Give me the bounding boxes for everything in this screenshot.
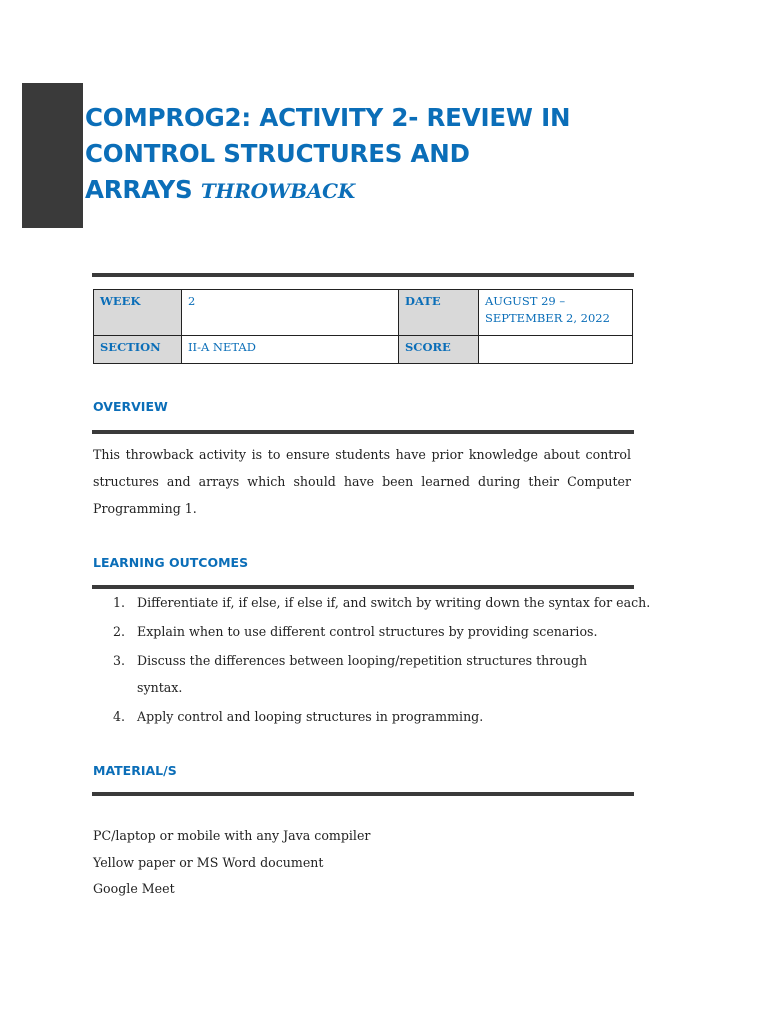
learning-outcomes-list bbox=[93, 589, 653, 732]
overview-heading: OVERVIEW bbox=[93, 399, 168, 414]
title-divider bbox=[92, 273, 634, 277]
list-item-number: 2. bbox=[113, 624, 126, 639]
week-value: 2 bbox=[182, 290, 399, 336]
materials-divider bbox=[92, 792, 634, 796]
title-line-3: ARRAYS bbox=[85, 175, 193, 204]
document-title bbox=[85, 100, 645, 209]
section-value: II-A NETAD bbox=[182, 336, 399, 364]
week-label: WEEK bbox=[94, 290, 182, 336]
list-item-text: Discuss the differences between looping/repetition structures through syntax. bbox=[137, 653, 588, 695]
list-item-number: 4. bbox=[113, 709, 126, 724]
date-value-line-1: AUGUST 29 – bbox=[485, 294, 566, 308]
list-item bbox=[93, 647, 653, 701]
title-emphasis: THROWBACK bbox=[200, 179, 356, 203]
list-item bbox=[93, 703, 653, 730]
score-label: SCORE bbox=[399, 336, 479, 364]
materials-heading: MATERIAL/S bbox=[93, 763, 177, 778]
date-value-line-2: SEPTEMBER 2, 2022 bbox=[485, 311, 610, 325]
date-label: DATE bbox=[399, 290, 479, 336]
date-value bbox=[479, 290, 633, 336]
info-row-section bbox=[94, 336, 633, 364]
title-line-2: CONTROL STRUCTURES AND bbox=[85, 139, 470, 168]
title-line-1: COMPROG2: ACTIVITY 2- REVIEW IN bbox=[85, 103, 571, 132]
list-item: PC/laptop or mobile with any Java compiler bbox=[93, 828, 371, 843]
list-item bbox=[93, 618, 653, 645]
list-item-number: 1. bbox=[113, 595, 126, 610]
section-label: SECTION bbox=[94, 336, 182, 364]
list-item-text: Differentiate if, if else, if else if, and switch by writing down the syntax for each. bbox=[137, 595, 651, 610]
info-row-week bbox=[94, 290, 633, 336]
list-item-text: Explain when to use different control structures by providing scenarios. bbox=[137, 624, 598, 639]
list-item: Google Meet bbox=[93, 881, 175, 896]
list-item: Yellow paper or MS Word document bbox=[93, 854, 324, 870]
list-item-text: Apply control and looping structures in programming. bbox=[137, 709, 484, 724]
materials-list bbox=[93, 823, 370, 903]
overview-text: This throwback activity is to ensure students have prior knowledge about control structures and arrays which should have been learned during their Computer Programming 1. bbox=[93, 447, 631, 516]
list-item bbox=[93, 589, 653, 616]
learning-outcomes-heading: LEARNING OUTCOMES bbox=[93, 555, 249, 570]
decorative-side-bar bbox=[22, 83, 83, 228]
score-value bbox=[479, 336, 633, 364]
activity-info-table bbox=[93, 289, 633, 364]
list-item-number: 3. bbox=[113, 653, 126, 668]
overview-divider bbox=[92, 430, 634, 434]
